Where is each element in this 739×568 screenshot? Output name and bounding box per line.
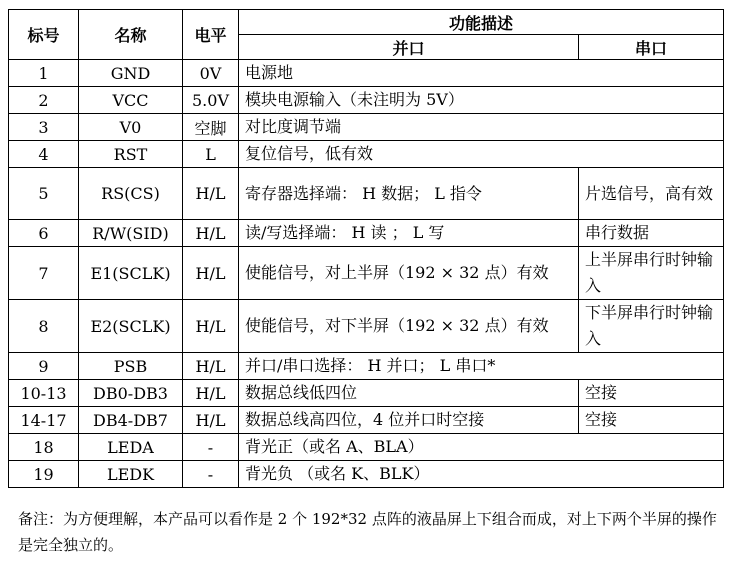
parallel-description: 使能信号，对下半屏（192 × 32 点）有效 (239, 300, 579, 353)
serial-description: 空接 (579, 407, 724, 434)
pin-level: H/L (183, 380, 239, 407)
table-row (9, 141, 724, 168)
serial-description: 串行数据 (579, 220, 724, 247)
pin-level: L (183, 141, 239, 168)
serial-description: 下半屏串行时钟输入 (579, 300, 724, 353)
parallel-description: 背光正（或名 A、BLA） (239, 434, 724, 461)
pin-level: H/L (183, 220, 239, 247)
serial-description: 空接 (579, 380, 724, 407)
pin-name: E1(SCLK) (79, 247, 183, 300)
pin-number: 19 (9, 461, 79, 488)
pin-number: 1 (9, 60, 79, 87)
pin-level: 空脚 (183, 114, 239, 141)
table-row (9, 407, 724, 434)
pin-name: E2(SCLK) (79, 300, 183, 353)
pin-name: DB0-DB3 (79, 380, 183, 407)
header-serial: 串口 (579, 35, 724, 60)
pin-number: 3 (9, 114, 79, 141)
pin-name: LEDK (79, 461, 183, 488)
parallel-description: 电源地 (239, 60, 724, 87)
parallel-description: 模块电源输入（未注明为 5V） (239, 87, 724, 114)
pin-number: 6 (9, 220, 79, 247)
table-row (9, 353, 724, 380)
pin-number: 8 (9, 300, 79, 353)
footnote: 备注：为方便理解，本产品可以看作是 2 个 192*32 点阵的液晶屏上下组合而成，对上下两个半屏的操作是完全独立的。 (18, 510, 717, 554)
pin-definition-table (8, 9, 724, 488)
pin-name: PSB (79, 353, 183, 380)
parallel-description: 并口/串口选择： H 并口； L 串口* (239, 353, 724, 380)
table-row (9, 247, 724, 300)
serial-description: 上半屏串行时钟输入 (579, 247, 724, 300)
pin-level: 5.0V (183, 87, 239, 114)
table-row (9, 300, 724, 353)
table-row (9, 60, 724, 87)
pin-name: R/W(SID) (79, 220, 183, 247)
pin-number: 14-17 (9, 407, 79, 434)
parallel-description: 背光负 （或名 K、BLK） (239, 461, 724, 488)
table-row (9, 461, 724, 488)
pin-name: RS(CS) (79, 168, 183, 220)
pin-name: VCC (79, 87, 183, 114)
pin-number: 18 (9, 434, 79, 461)
header-name: 名称 (79, 10, 183, 60)
parallel-description: 对比度调节端 (239, 114, 724, 141)
pin-name: V0 (79, 114, 183, 141)
table-row (9, 168, 724, 220)
pin-name: LEDA (79, 434, 183, 461)
parallel-description: 寄存器选择端： H 数据； L 指令 (239, 168, 579, 220)
pin-number: 7 (9, 247, 79, 300)
table-row (9, 114, 724, 141)
parallel-description: 复位信号，低有效 (239, 141, 724, 168)
pin-number: 10-13 (9, 380, 79, 407)
pin-name: RST (79, 141, 183, 168)
parallel-description: 读/写选择端： H 读 ； L 写 (239, 220, 579, 247)
pin-level: 0V (183, 60, 239, 87)
pin-level: - (183, 461, 239, 488)
pin-level: H/L (183, 247, 239, 300)
parallel-description: 数据总线高四位，4 位并口时空接 (239, 407, 579, 434)
header-num: 标号 (9, 10, 79, 60)
table-row (9, 380, 724, 407)
pin-name: DB4-DB7 (79, 407, 183, 434)
table-row (9, 220, 724, 247)
pin-level: H/L (183, 168, 239, 220)
pin-level: - (183, 434, 239, 461)
pin-number: 2 (9, 87, 79, 114)
pin-name: GND (79, 60, 183, 87)
table-row (9, 434, 724, 461)
header-level: 电平 (183, 10, 239, 60)
pin-number: 4 (9, 141, 79, 168)
pin-level: H/L (183, 353, 239, 380)
header-function: 功能描述 (239, 10, 724, 35)
pin-number: 9 (9, 353, 79, 380)
pin-level: H/L (183, 300, 239, 353)
serial-description: 片选信号，高有效 (579, 168, 724, 220)
pin-number: 5 (9, 168, 79, 220)
pin-level: H/L (183, 407, 239, 434)
parallel-description: 数据总线低四位 (239, 380, 579, 407)
header-parallel: 并口 (239, 35, 579, 60)
table-row (9, 87, 724, 114)
parallel-description: 使能信号，对上半屏（192 × 32 点）有效 (239, 247, 579, 300)
